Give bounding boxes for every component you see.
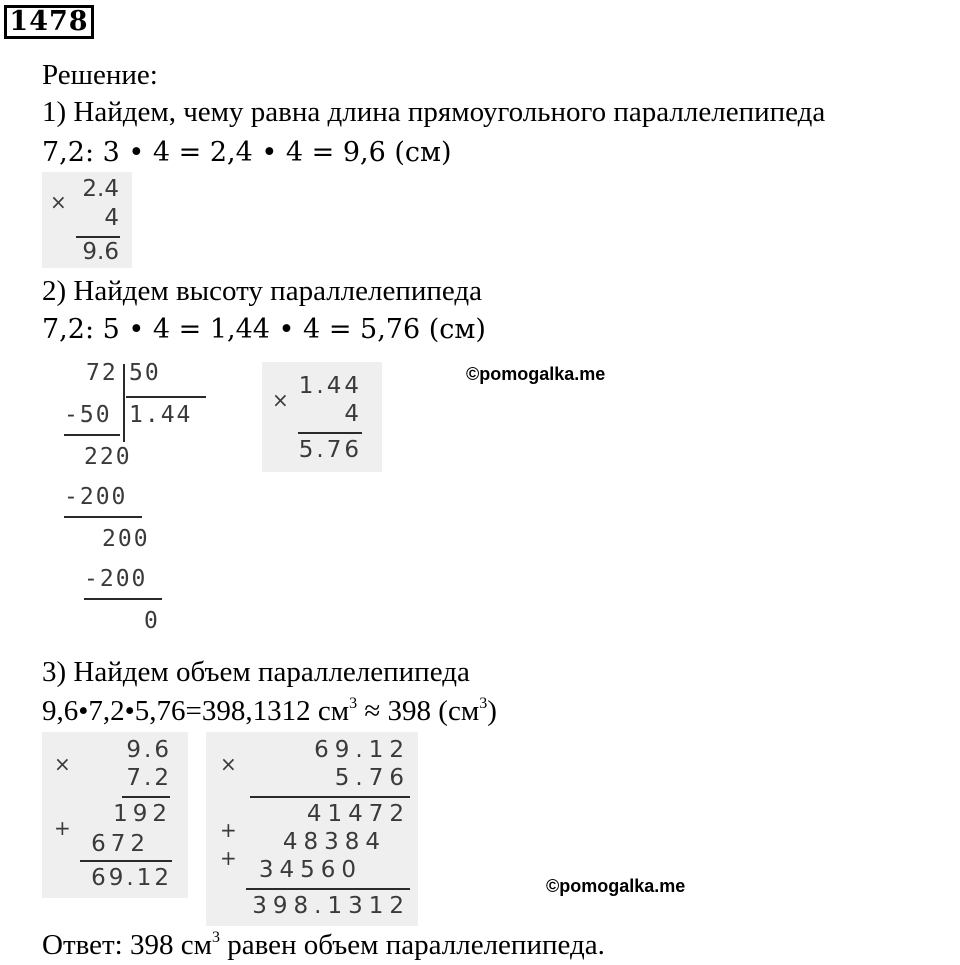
partial-product: 34560 (258, 857, 362, 883)
division-rule (64, 434, 120, 436)
partial-product: 672 (91, 831, 150, 857)
quotient: 1.44 (129, 402, 193, 428)
division-rule (84, 598, 162, 600)
division-vertical-line (123, 364, 125, 442)
multiplicand: 9.6 (126, 737, 172, 763)
partial-rule (122, 796, 170, 798)
multiply-sign: × (220, 752, 237, 776)
step2-multiplication (262, 362, 382, 472)
product: 398.1312 (252, 893, 410, 919)
cube-exponent: 3 (479, 695, 488, 712)
division-row: 220 (84, 444, 132, 470)
step1-formula: 7,2: 3 • 4 = 2,4 • 4 = 9,6 (см) (42, 137, 452, 168)
division-remainder: 0 (144, 608, 160, 634)
product: 69.12 (91, 865, 172, 891)
dividend: 72 (86, 360, 118, 386)
step3-multiplication-2 (206, 732, 418, 926)
product: 5.76 (298, 437, 362, 463)
watermark: ©pomogalka.me (546, 876, 686, 896)
partial-product: 192 (113, 801, 172, 827)
watermark: ©pomogalka.me (466, 364, 606, 384)
long-division (60, 360, 220, 645)
product-rule (298, 432, 362, 434)
product-rule (246, 888, 410, 890)
division-row: 200 (102, 526, 150, 552)
step3-multiplication-1 (42, 732, 188, 898)
partial-product: 41472 (306, 801, 410, 827)
plus-sign: + (220, 846, 237, 870)
product-rule (80, 860, 172, 862)
multiplier: 5.76 (334, 765, 410, 791)
step1-heading: 1) Найдем, чему равна длина прямоугольного параллелепипеда (42, 96, 826, 128)
division-row: -200 (64, 484, 128, 510)
multiplier: 7.2 (126, 765, 172, 791)
division-row: -50 (64, 402, 112, 428)
problem-number: 1478 (4, 5, 94, 39)
divisor-rule (126, 396, 206, 398)
solution-label: Решение: (42, 59, 158, 91)
multiply-sign: × (272, 388, 289, 412)
plus-sign: + (54, 816, 71, 840)
step2-formula: 7,2: 5 • 4 = 1,44 • 4 = 5,76 (см) (42, 314, 486, 345)
multiplicand: 1.44 (298, 373, 362, 399)
step3-formula (42, 694, 497, 728)
multiplier: 4 (104, 205, 119, 231)
partial-product: 48384 (282, 829, 386, 855)
answer-suffix: равен объем параллелепипеда. (219, 929, 605, 961)
multiplier: 4 (344, 401, 362, 427)
formula-approx: ≈ 398 (см (357, 695, 480, 727)
formula-close: ) (487, 695, 497, 727)
product: 9.6 (82, 239, 119, 265)
partial-rule (250, 796, 410, 798)
step2-heading: 2) Найдем высоту параллелепипеда (42, 275, 483, 307)
plus-sign: + (220, 818, 237, 842)
multiply-sign: × (50, 190, 67, 214)
multiplicand: 2.4 (82, 176, 119, 202)
step3-heading: 3) Найдем объем параллелепипеда (42, 656, 470, 688)
cube-exponent: 3 (211, 929, 220, 946)
cube-exponent: 3 (349, 695, 358, 712)
step1-multiplication (42, 172, 132, 268)
divisor: 50 (129, 360, 161, 386)
division-row: -200 (84, 566, 148, 592)
answer-line (42, 928, 605, 962)
formula-main: 9,6•7,2•5,76=398,1312 см (42, 695, 350, 727)
multiplicand: 69.12 (314, 737, 410, 763)
division-rule (64, 516, 142, 518)
multiply-sign: × (54, 752, 71, 776)
answer-prefix: Ответ: 398 см (42, 929, 212, 961)
